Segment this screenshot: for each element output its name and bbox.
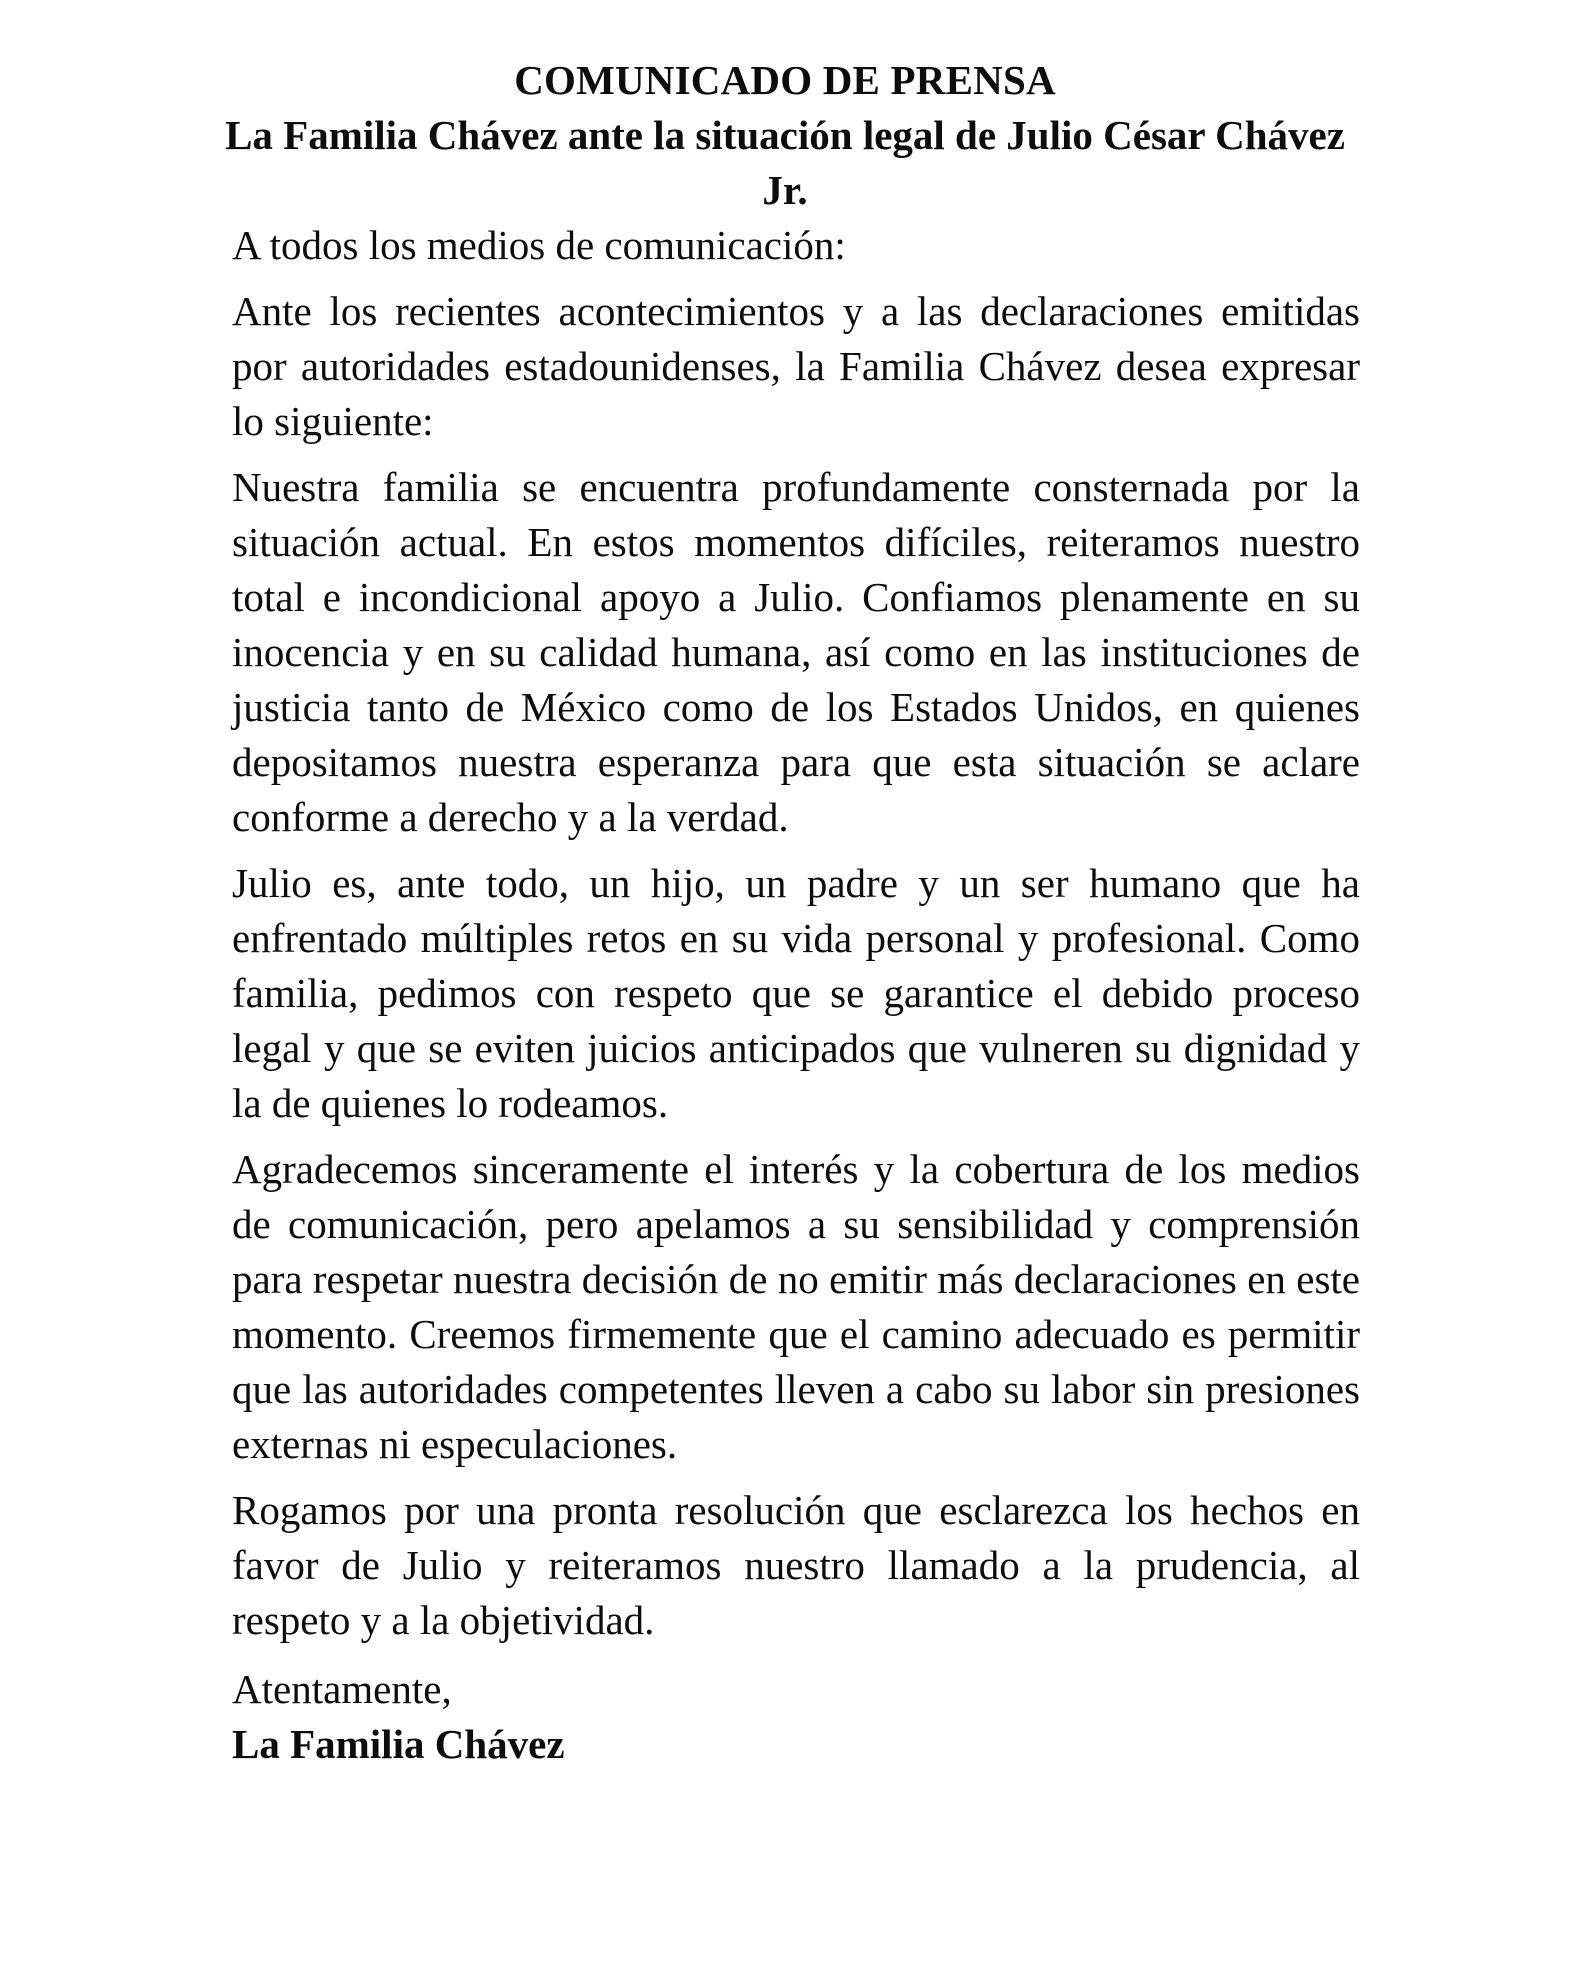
signature-salutation: Atentamente,	[232, 1666, 452, 1712]
paragraph-media-request: Agradecemos sinceramente el interés y la cobertura de los medios de comunicación, pero apelamos a su sensibilidad y comprensión para respetar nuestra decisión de no emitir más declaraciones en este momento. Creemos firmemente que el camino adecuado es permitir que las autoridades competentes lleven a cabo su labor sin presiones externas ni especulaciones.	[232, 1146, 1360, 1467]
paragraph-support: Nuestra familia se encuentra profundamente consternada por la situación actual. En estos momentos difíciles, reiteramos nuestro total e incondicional apoyo a Julio. Confiamos plenamente en su inocencia y en su calidad humana, así como en las instituciones de justicia tanto de México como de los Estados Unidos, en quienes depositamos nuestra esperanza para que esta situación se aclare conforme a derecho y a la verdad.	[232, 464, 1360, 840]
page-title: COMUNICADO DE PRENSA	[514, 57, 1056, 103]
document-heading	[165, 52, 1405, 218]
paragraph-addressee: A todos los medios de comunicación:	[232, 222, 846, 268]
paragraph-intro: Ante los recientes acontecimientos y a las declaraciones emitidas por autoridades estadounidenses, la Familia Chávez desea expresar lo siguiente:	[232, 288, 1360, 444]
signature-name: La Familia Chávez	[232, 1721, 565, 1767]
signature-block	[232, 1662, 1360, 1772]
paragraph-due-process: Julio es, ante todo, un hijo, un padre y un ser humano que ha enfrentado múltiples retos en su vida personal y profesional. Como familia, pedimos con respeto que se garantice el debido proceso legal y que se eviten juicios anticipados que vulneren su dignidad y la de quienes lo rodeamos.	[232, 860, 1360, 1126]
paragraph-closing-plea: Rogamos por una pronta resolución que esclarezca los hechos en favor de Julio y reiteramos nuestro llamado a la prudencia, al respeto y a la objetividad.	[232, 1487, 1360, 1643]
document-body	[210, 218, 1360, 1772]
page-subtitle: La Familia Chávez ante la situación legal de Julio César Chávez Jr.	[225, 112, 1345, 213]
